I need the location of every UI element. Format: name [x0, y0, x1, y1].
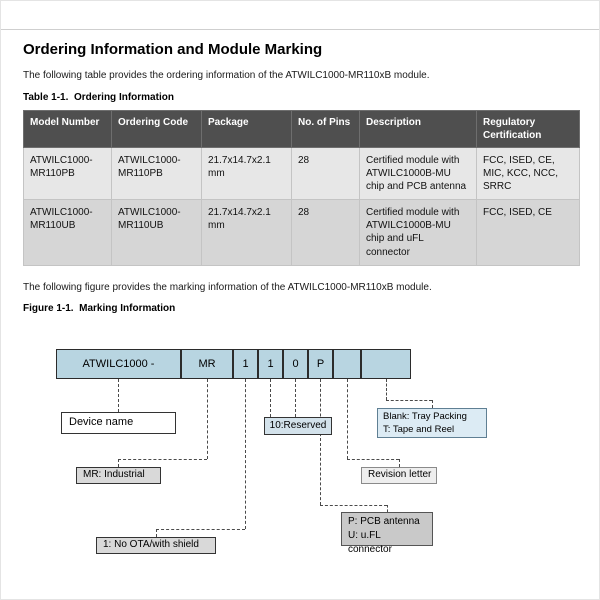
connector-line	[295, 379, 296, 417]
label-revision-letter: Revision letter	[361, 467, 437, 484]
connector-line	[270, 379, 271, 417]
table-row	[24, 200, 580, 266]
connector-line	[118, 459, 119, 467]
label-packing-line2: T: Tape and Reel	[383, 424, 455, 436]
label-antenna-line1: P: PCB antenna	[348, 516, 420, 528]
code-box-digit-1b: 1	[258, 349, 283, 379]
connector-line	[156, 529, 157, 537]
marking-information-diagram	[23, 344, 579, 582]
cell-no-of-pins: 28	[292, 200, 360, 266]
intro-figure-text: The following figure provides the marking information of the ATWILC1000-MR110xB module.	[23, 281, 432, 293]
cell-ordering-code: ATWILC1000-MR110UB	[112, 200, 202, 266]
page-title: Ordering Information and Module Marking	[23, 41, 323, 58]
label-reserved: 10:Reserved	[264, 417, 332, 435]
connector-line	[207, 379, 208, 459]
header-model-number: Model Number	[24, 110, 112, 147]
figure-caption: Figure 1-1. Marking Information	[23, 303, 176, 315]
code-box-device-name: ATWILC1000 -	[56, 349, 181, 379]
code-box-digit-0: 0	[283, 349, 308, 379]
connector-line	[386, 379, 387, 400]
code-box-packing	[361, 349, 411, 379]
cell-certification: FCC, ISED, CE	[477, 200, 580, 266]
cell-description: Certified module with ATWILC1000B-MU chip and PCB antenna	[360, 147, 477, 200]
cell-package: 21.7x14.7x2.1 mm	[202, 200, 292, 266]
page-top-rule	[1, 29, 599, 30]
connector-line	[245, 379, 246, 529]
code-box-p: P	[308, 349, 333, 379]
header-package: Package	[202, 110, 292, 147]
connector-line	[320, 379, 321, 505]
label-mr-industrial: MR: Industrial	[76, 467, 161, 484]
ordering-information-table	[23, 110, 580, 266]
label-antenna-line2: U: u.FL connector	[348, 530, 392, 556]
cell-certification: FCC, ISED, CE, MIC, KCC, NCC, SRRC	[477, 147, 580, 200]
table-row	[24, 147, 580, 200]
connector-line	[386, 400, 432, 401]
table-caption: Table 1-1. Ordering Information	[23, 91, 174, 103]
code-box-revision	[333, 349, 361, 379]
code-box-mr: MR	[181, 349, 233, 379]
connector-line	[156, 529, 245, 530]
label-ota: 1: No OTA/with shield	[96, 537, 216, 554]
connector-line	[399, 459, 400, 467]
cell-ordering-code: ATWILC1000-MR110PB	[112, 147, 202, 200]
connector-line	[387, 505, 388, 512]
connector-line	[347, 379, 348, 459]
cell-no-of-pins: 28	[292, 147, 360, 200]
connector-line	[118, 379, 119, 412]
header-regulatory-certification: Regulatory Certification	[477, 110, 580, 147]
cell-model-number: ATWILC1000-MR110UB	[24, 200, 112, 266]
connector-line	[432, 400, 433, 408]
header-no-of-pins: No. of Pins	[292, 110, 360, 147]
label-packing	[377, 408, 487, 438]
cell-description: Certified module with ATWILC1000B-MU chip and uFL connector	[360, 200, 477, 266]
connector-line	[320, 505, 387, 506]
code-box-digit-1a: 1	[233, 349, 258, 379]
label-antenna	[341, 512, 433, 556]
connector-line	[347, 459, 399, 460]
cell-package: 21.7x14.7x2.1 mm	[202, 147, 292, 200]
label-packing-line1: Blank: Tray Packing	[383, 411, 467, 423]
header-ordering-code: Ordering Code	[112, 110, 202, 147]
intro-table-text: The following table provides the ordering information of the ATWILC1000-MR110xB module.	[23, 70, 430, 81]
table-header-row	[24, 110, 580, 147]
cell-model-number: ATWILC1000-MR110PB	[24, 147, 112, 200]
label-device-name: Device name	[61, 412, 176, 434]
page-content	[23, 41, 579, 582]
connector-line	[118, 459, 207, 460]
header-description: Description	[360, 110, 477, 147]
